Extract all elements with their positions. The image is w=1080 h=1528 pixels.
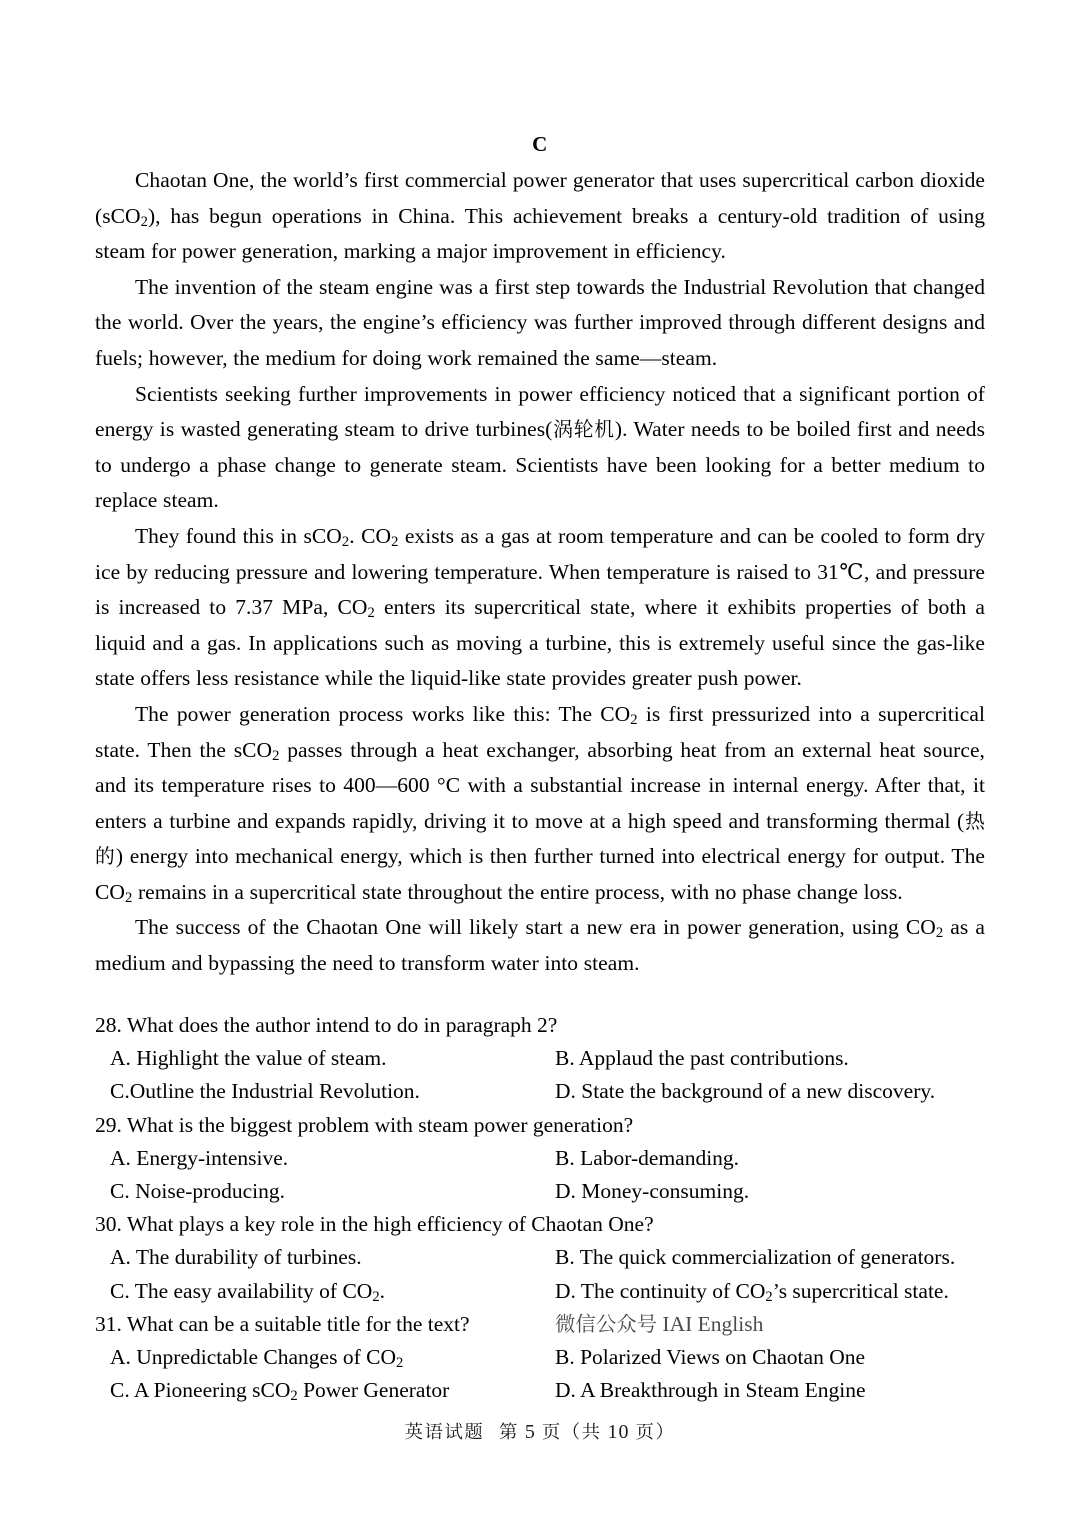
- question-28-option-b[interactable]: B. Applaud the past contributions.: [555, 1046, 849, 1071]
- question-30-stem: 30. What plays a key role in the high efficiency of Chaotan One?: [95, 1212, 654, 1237]
- question-29-option-b[interactable]: B. Labor-demanding.: [555, 1145, 740, 1170]
- question-29-option-d[interactable]: D. Money-consuming.: [555, 1179, 750, 1204]
- question-29: [95, 1109, 985, 1209]
- question-28-options-row-1: [95, 1042, 985, 1075]
- question-31-stem-row: [95, 1308, 985, 1341]
- passage-paragraph-1: Chaotan One, the world’s first commercial power generator that uses supercritical carbon dioxide (sCO$_2$), has begun operations in China. This achievement breaks a century-old tradition of using steam for power generation, marking a major improvement in efficiency.: [95, 168, 985, 264]
- question-31-stem: 31. What can be a suitable title for the text?: [95, 1311, 470, 1336]
- page-footer: [0, 1418, 1080, 1444]
- question-28-option-d[interactable]: D. State the background of a new discovery.: [555, 1079, 936, 1104]
- chinese-gloss-turbine: 涡轮机: [552, 418, 615, 442]
- footer-total-open: （共: [561, 1422, 602, 1443]
- footer-page-number: 5: [524, 1421, 536, 1443]
- question-31: [95, 1308, 985, 1408]
- question-31-option-c[interactable]: C. A Pioneering sCO$_2$ Power Generator: [110, 1378, 450, 1405]
- footer-subject: 英语试题: [404, 1422, 485, 1443]
- footer-total-unit: 页）: [635, 1422, 676, 1443]
- footer-page-label: 第: [498, 1422, 519, 1443]
- question-29-option-a[interactable]: A. Energy-intensive.: [110, 1145, 289, 1170]
- question-29-stem: 29. What is the biggest problem with steam power generation?: [95, 1112, 634, 1137]
- question-29-options-row-1: [95, 1142, 985, 1175]
- footer-page-unit: 页: [541, 1422, 562, 1443]
- question-31-options-row-2: [95, 1374, 985, 1407]
- reading-passage: [95, 163, 985, 982]
- passage-paragraph-3: Scientists seeking further improvements in power efficiency noticed that a significant portion of energy is wasted generating steam to drive turbines(涡轮机). Water needs to be boiled first and needs to undergo a phase change to generate steam. Scientists have been looking for a better medium to replace steam.: [95, 381, 985, 513]
- question-30: [95, 1208, 985, 1308]
- question-30-option-d[interactable]: D. The continuity of $CO_2’s$ supercritical state.: [555, 1278, 949, 1305]
- passage-paragraph-4: They found this in sCO$_2$. $CO_2$ exists as a gas at room temperature and can be cooled to form dry ice by reducing pressure and lowering temperature. When temperature is raised to 31℃, and pressure is increased to 7.37 MPa, $CO_2$ enters its supercritical state, where it exhibits properties of both a liquid and a gas. In applications such as moving a turbine, this is extremely useful since the gas-like state offers less resistance while the liquid-like state provides greater push power.: [95, 523, 985, 691]
- passage-paragraph-5: The power generation process works like this: The $CO_2$ is first pressurized into a supercritical state. Then the sCO$_2$ passes through a heat exchanger, absorbing heat from an external heat source, and its temperature rises to 400—600 °C with a substantial increase in internal energy. After that, it enters a turbine and expands rapidly, driving it to move at a high speed and transforming thermal (热的) energy into mechanical energy, which is then further turned into electrical energy for output. The $CO_2$ remains in a supercritical state throughout the entire process, with no phase change loss.: [95, 701, 985, 907]
- questions-list: [95, 1009, 985, 1407]
- question-28-option-c[interactable]: C.Outline the Industrial Revolution.: [110, 1079, 420, 1104]
- passage-paragraph-6: The success of the Chaotan One will likely start a new era in power generation, using $CO_2$ as a medium and bypassing the need to transform water into steam.: [95, 915, 985, 976]
- question-30-option-c[interactable]: C. The easy availability of $CO_2$.: [110, 1278, 386, 1305]
- passage-paragraph-2: The invention of the steam engine was a first step towards the Industrial Revolution that changed the world. Over the years, the engine’s efficiency was further improved through different designs and fuels; however, the medium for doing work remained the same—steam.: [95, 274, 985, 370]
- question-29-options-row-2: [95, 1175, 985, 1208]
- section-letter-heading: C: [532, 132, 548, 156]
- watermark-text: 微信公众号 IAI English: [555, 1311, 764, 1336]
- footer-total-number: 10: [607, 1421, 630, 1443]
- chinese-gloss-thermal: 热的: [95, 809, 985, 869]
- question-28-stem: 28. What does the author intend to do in paragraph 2?: [95, 1013, 558, 1037]
- question-30-option-a[interactable]: A. The durability of turbines.: [110, 1245, 362, 1270]
- question-31-option-a[interactable]: A. Unpredictable Changes of $CO_2$: [110, 1345, 404, 1372]
- question-30-options-row-2: [95, 1275, 985, 1308]
- question-28: [95, 1009, 985, 1109]
- question-29-option-c[interactable]: C. Noise-producing.: [110, 1179, 285, 1204]
- question-28-options-row-2: [95, 1075, 985, 1108]
- question-31-option-b[interactable]: B. Polarized Views on Chaotan One: [555, 1345, 866, 1370]
- question-30-options-row-1: [95, 1241, 985, 1274]
- question-31-option-d[interactable]: D. A Breakthrough in Steam Engine: [555, 1378, 866, 1403]
- question-28-option-a[interactable]: A. Highlight the value of steam.: [110, 1046, 387, 1071]
- question-31-options-row-1: [95, 1341, 985, 1374]
- question-30-option-b[interactable]: B. The quick commercialization of generators.: [555, 1245, 956, 1270]
